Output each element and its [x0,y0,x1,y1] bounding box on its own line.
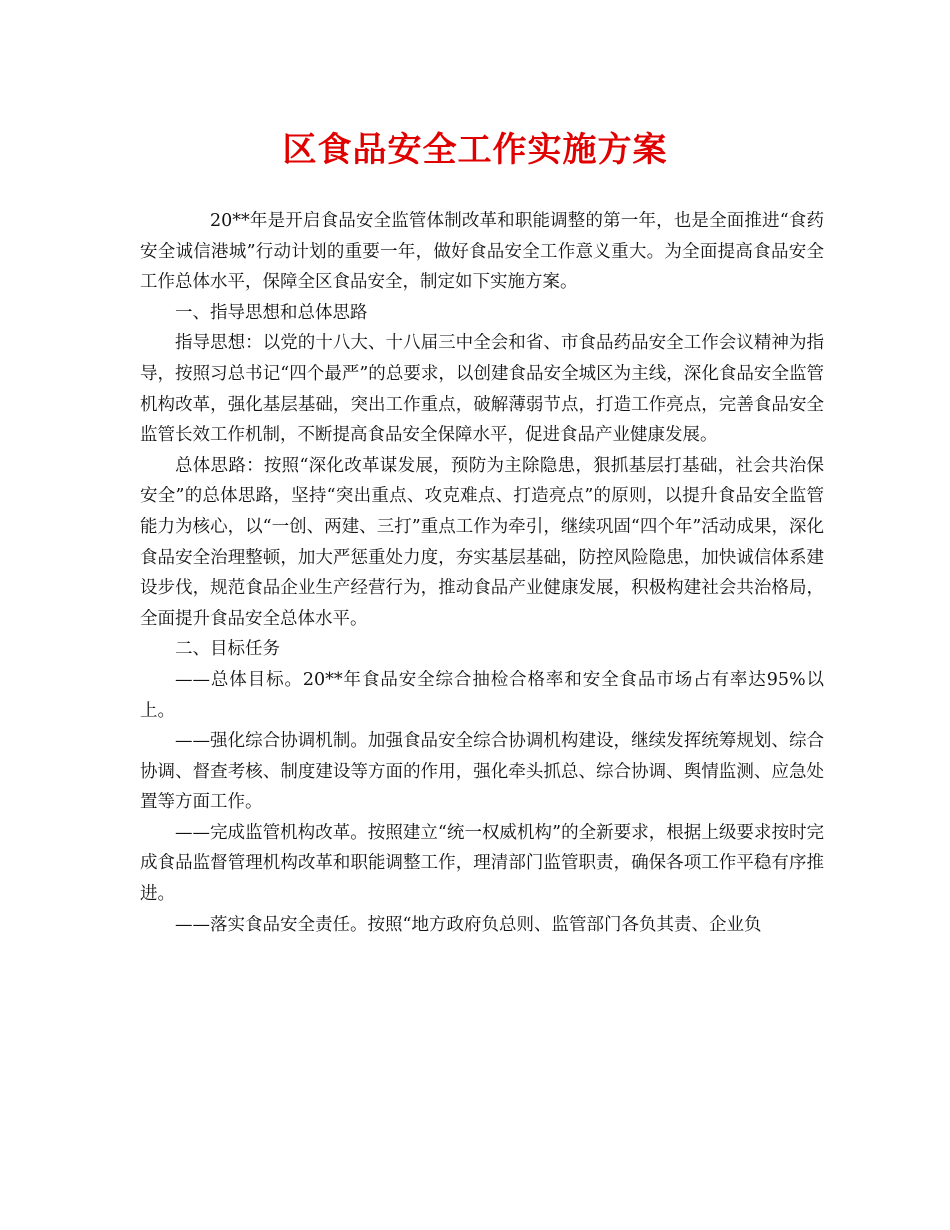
paragraph-overall-goal: ——总体目标。20**年食品安全综合抽检合格率和安全食品市场占有率达95%以上。 [140,669,824,721]
paragraph-reform: ——完成监管机构改革。按照建立“统一权威机构”的全新要求，根据上级要求按时完成食品监督管理机构改革和职能调整工作，理清部门监管职责，确保各项工作平稳有序推进。 [140,822,824,905]
paragraph-coordination: ——强化综合协调机制。加强食品安全综合协调机构建设，继续发挥统筹规划、综合协调、督查考核、制度建设等方面的作用，强化牵头抓总、综合协调、舆情监测、应急处置等方面工作。 [140,731,824,813]
section-heading-2: 二、目标任务 [175,639,280,660]
document-body [140,206,824,940]
section-heading-1: 一、指导思想和总体思路 [175,302,368,323]
document-title: 区食品安全工作实施方案 [282,130,668,170]
paragraph-intro: 20**年是开启食品安全监管体制改革和职能调整的第一年，也是全面推进“食药安全诚信港城”行动计划的重要一年，做好食品安全工作意义重大。为全面提高食品安全工作总体水平，保障全区食品安全，制定如下实施方案。 [140,211,824,293]
paragraph-responsibility: ——落实食品安全责任。按照“地方政府负总则、监管部门各负其责、企业负 [175,914,762,935]
paragraph-guiding-thought: 指导思想：以党的十八大、十八届三中全会和省、市食品药品安全工作会议精神为指导，按照习总书记“四个最严”的总要求，以创建食品安全城区为主线，深化食品安全监管机构改革，强化基层基础，突出工作重点，破解薄弱节点，打造工作亮点，完善食品安全监管长效工作机制，不断提高食品安全保障水平，促进食品产业健康发展。 [140,333,824,446]
paragraph-overall-approach: 总体思路：按照“深化改革谋发展，预防为主除隐患，狠抓基层打基础，社会共治保安全”的总体思路，坚持“突出重点、攻克难点、打造亮点”的原则，以提升食品安全监管能力为核心，以“一创、两建、三打”重点工作为牵引，继续巩固“四个年”活动成果，深化食品安全治理整顿，加大严惩重处力度，夯实基层基础，防控风险隐患，加快诚信体系建设步伐，规范食品企业生产经营行为，推动食品产业健康发展，积极构建社会共治格局，全面提升食品安全总体水平。 [140,455,824,629]
